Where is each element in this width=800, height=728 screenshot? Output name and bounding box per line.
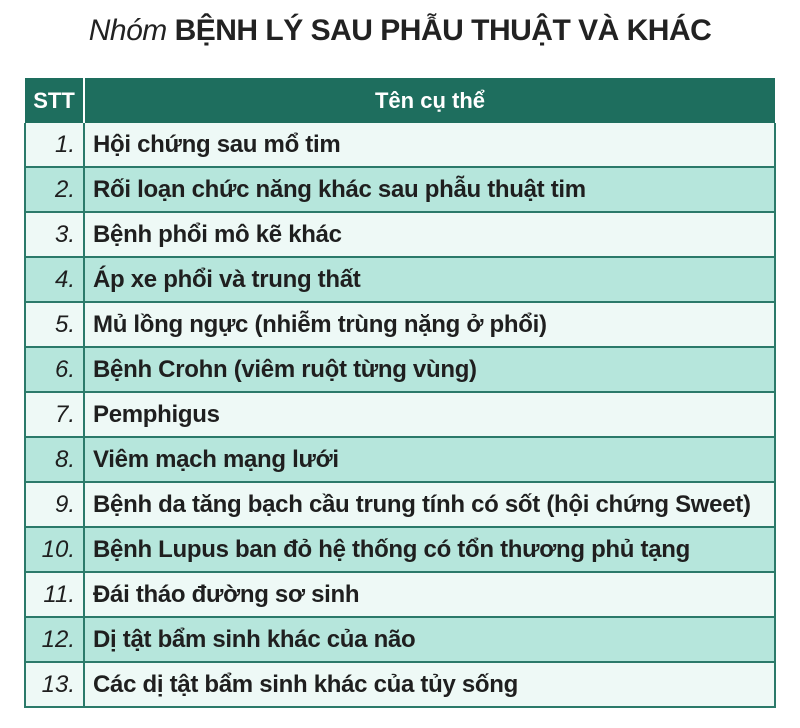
table-row xyxy=(25,167,775,212)
row-number: 6. xyxy=(25,347,84,392)
row-number: 13. xyxy=(25,662,84,707)
table-header-row xyxy=(25,78,775,123)
table-row xyxy=(25,257,775,302)
table-row xyxy=(25,527,775,572)
row-name: Bệnh Lupus ban đỏ hệ thống có tổn thương phủ tạng xyxy=(84,527,775,572)
row-name: Hội chứng sau mổ tim xyxy=(84,123,775,167)
page-title xyxy=(0,6,800,56)
table-row xyxy=(25,347,775,392)
table-row xyxy=(25,482,775,527)
row-number: 4. xyxy=(25,257,84,302)
row-name: Dị tật bẩm sinh khác của não xyxy=(84,617,775,662)
header-name: Tên cụ thể xyxy=(84,78,775,123)
row-number: 7. xyxy=(25,392,84,437)
table-row xyxy=(25,392,775,437)
row-number: 10. xyxy=(25,527,84,572)
disease-table xyxy=(24,78,776,708)
row-name: Rối loạn chức năng khác sau phẫu thuật tim xyxy=(84,167,775,212)
table-row xyxy=(25,572,775,617)
row-number: 2. xyxy=(25,167,84,212)
table-row xyxy=(25,302,775,347)
table-row xyxy=(25,123,775,167)
title-group-label: Nhóm xyxy=(88,14,167,47)
row-name: Pemphigus xyxy=(84,392,775,437)
row-name: Bệnh phổi mô kẽ khác xyxy=(84,212,775,257)
row-number: 3. xyxy=(25,212,84,257)
row-number: 11. xyxy=(25,572,84,617)
table-row xyxy=(25,212,775,257)
row-name: Viêm mạch mạng lưới xyxy=(84,437,775,482)
row-number: 1. xyxy=(25,123,84,167)
table-row xyxy=(25,437,775,482)
row-number: 5. xyxy=(25,302,84,347)
table-row xyxy=(25,617,775,662)
row-number: 8. xyxy=(25,437,84,482)
row-number: 12. xyxy=(25,617,84,662)
title-group-name: BỆNH LÝ SAU PHẪU THUẬT VÀ KHÁC xyxy=(174,14,712,47)
row-name: Mủ lồng ngực (nhiễm trùng nặng ở phổi) xyxy=(84,302,775,347)
row-name: Bệnh da tăng bạch cầu trung tính có sốt (hội chứng Sweet) xyxy=(84,482,775,527)
row-name: Bệnh Crohn (viêm ruột từng vùng) xyxy=(84,347,775,392)
header-stt: STT xyxy=(25,78,84,123)
table-row xyxy=(25,662,775,707)
row-name: Đái tháo đường sơ sinh xyxy=(84,572,775,617)
row-name: Các dị tật bẩm sinh khác của tủy sống xyxy=(84,662,775,707)
row-number: 9. xyxy=(25,482,84,527)
row-name: Áp xe phổi và trung thất xyxy=(84,257,775,302)
